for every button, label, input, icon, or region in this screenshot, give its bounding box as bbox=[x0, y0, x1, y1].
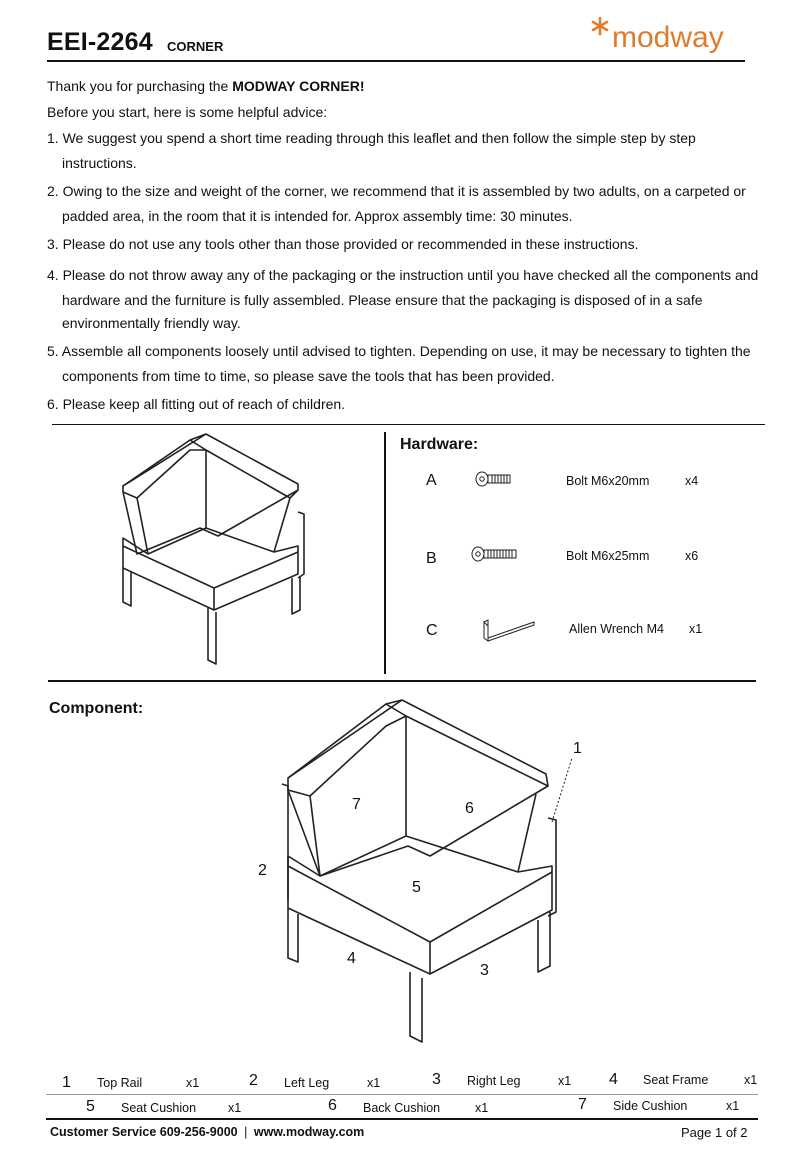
bolt-icon bbox=[474, 470, 514, 488]
advice-2-line-2: padded area, in the room that it is intended for. Approx assembly time: 30 minutes. bbox=[62, 208, 573, 224]
advice-2-line-1: 2. Owing to the size and weight of the corner, we recommend that it is assembled by two adults, on a carpeted or bbox=[47, 183, 746, 199]
part-5-number: 5 bbox=[86, 1098, 95, 1115]
part-3-name: Right Leg bbox=[467, 1074, 521, 1088]
advice-intro: Before you start, here is some helpful advice: bbox=[47, 104, 328, 120]
part-5-name: Seat Cushion bbox=[121, 1101, 197, 1115]
part-5-qty: x1 bbox=[228, 1101, 242, 1115]
part-7-number: 7 bbox=[578, 1096, 587, 1113]
part-3-number: 3 bbox=[432, 1071, 441, 1088]
callout-3: 3 bbox=[480, 962, 489, 979]
corner-chair-illustration bbox=[110, 428, 320, 668]
part-7-name: Side Cushion bbox=[613, 1099, 688, 1113]
thanks-line: Thank you for purchasing the MODWAY CORNER! bbox=[47, 78, 365, 94]
part-1-name: Top Rail bbox=[97, 1076, 143, 1090]
hardware-letter-a: A bbox=[426, 472, 437, 489]
hardware-letter-c: C bbox=[426, 622, 438, 639]
advice-5-line-1: 5. Assemble all components loosely until advised to tighten. Depending on use, it may be necessary to tighten the bbox=[47, 343, 751, 359]
part-1-qty: x1 bbox=[186, 1076, 200, 1090]
page-number: Page 1 of 2 bbox=[681, 1125, 748, 1140]
part-6-qty: x1 bbox=[475, 1101, 489, 1115]
asterisk-icon bbox=[593, 18, 607, 34]
part-4-qty: x1 bbox=[744, 1073, 758, 1087]
callout-4: 4 bbox=[347, 950, 356, 967]
part-3-qty: x1 bbox=[558, 1074, 572, 1088]
hardware-qty-a: x4 bbox=[685, 474, 699, 488]
advice-1-line-2: instructions. bbox=[62, 155, 137, 171]
callout-2: 2 bbox=[258, 862, 267, 879]
bolt-icon bbox=[470, 545, 520, 563]
parts-divider bbox=[46, 1094, 758, 1095]
section-rule-top bbox=[52, 424, 765, 425]
advice-1-line-1: 1. We suggest you spend a short time reading through this leaflet and then follow the simple step by step bbox=[47, 130, 696, 146]
exploded-chair-diagram bbox=[260, 690, 590, 1050]
part-6-name: Back Cushion bbox=[363, 1101, 441, 1115]
hardware-divider bbox=[384, 432, 386, 674]
hardware-name-b: Bolt M6x25mm bbox=[566, 549, 650, 563]
hardware-letter-b: B bbox=[426, 550, 437, 567]
part-4-number: 4 bbox=[609, 1071, 618, 1088]
hardware-name-c: Allen Wrench M4 bbox=[569, 622, 664, 636]
svg-text:modway: modway bbox=[612, 21, 724, 54]
modway-logo bbox=[590, 14, 750, 56]
part-7-qty: x1 bbox=[726, 1099, 740, 1113]
callout-1: 1 bbox=[573, 740, 582, 757]
callout-7: 7 bbox=[352, 796, 361, 813]
advice-4-line-2: hardware and the furniture is fully assembled. Please ensure that the packaging is disposed of in a safe bbox=[62, 292, 703, 308]
customer-service: Customer Service 609-256-9000 bbox=[50, 1125, 238, 1139]
footer-separator: | bbox=[244, 1125, 248, 1139]
website-link[interactable]: www.modway.com bbox=[253, 1125, 365, 1139]
advice-4-line-1: 4. Please do not throw away any of the packaging or the instruction until you have checked all the components and bbox=[47, 267, 759, 283]
component-heading: Component: bbox=[49, 700, 144, 717]
product-type: CORNER bbox=[167, 39, 224, 54]
part-6-number: 6 bbox=[328, 1097, 337, 1114]
advice-4-line-3: environmentally friendly way. bbox=[62, 315, 241, 331]
advice-5-line-2: components from time to time, so please save the tools that has been provided. bbox=[62, 368, 555, 384]
footer-service bbox=[50, 1125, 364, 1139]
advice-6-line-1: 6. Please keep all fitting out of reach of children. bbox=[47, 396, 346, 412]
callout-5: 5 bbox=[412, 879, 421, 896]
callout-6: 6 bbox=[465, 800, 474, 817]
section-rule-bottom bbox=[48, 680, 756, 682]
part-2-number: 2 bbox=[249, 1072, 258, 1089]
header-rule bbox=[47, 60, 745, 62]
footer-rule bbox=[46, 1118, 758, 1120]
hardware-name-a: Bolt M6x20mm bbox=[566, 474, 650, 488]
part-1-number: 1 bbox=[62, 1074, 71, 1091]
part-2-qty: x1 bbox=[367, 1076, 381, 1090]
hardware-qty-c: x1 bbox=[689, 622, 703, 636]
advice-3-line-1: 3. Please do not use any tools other than those provided or recommended in these instructions. bbox=[47, 236, 639, 252]
hardware-qty-b: x6 bbox=[685, 549, 699, 563]
model-number: EEI-2264 bbox=[47, 28, 153, 56]
part-4-name: Seat Frame bbox=[643, 1073, 709, 1087]
part-2-name: Left Leg bbox=[284, 1076, 330, 1090]
hardware-heading: Hardware: bbox=[400, 436, 479, 453]
allen-wrench-icon bbox=[482, 618, 538, 644]
